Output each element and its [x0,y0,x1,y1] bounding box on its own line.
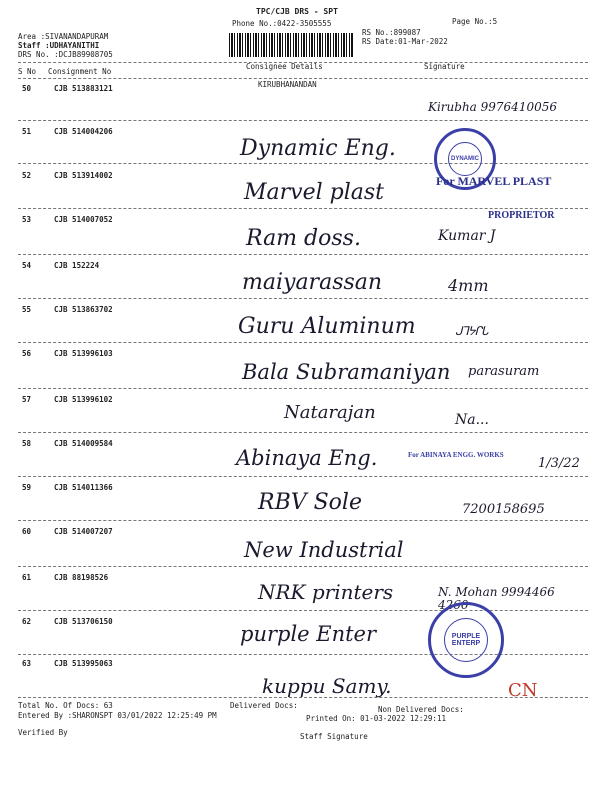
row-sno: 59 [22,483,32,492]
row-consignment: CJB 513914002 [54,171,113,180]
col-sno: S No [18,67,37,76]
divider [18,254,588,255]
row-consignment: CJB 513996103 [54,349,113,358]
area-label: Area :SIVANANDAPURAM [18,32,109,41]
row-signature: 4mm [448,276,489,295]
row-handwritten-name: Abinaya Eng. [236,446,378,470]
non-delivered-docs: Non Delivered Docs: [378,705,464,714]
row-signature: Na... [455,412,489,428]
row-sno: 58 [22,439,32,448]
row-handwritten-name: Dynamic Eng. [240,136,396,161]
row-signature: 7200158695 [462,502,545,517]
rs-number: RS No.:899087 [362,28,421,37]
delivered-docs: Delivered Docs: [230,701,298,710]
row-sno: 63 [22,659,32,668]
row-handwritten-name: RBV Sole [258,490,362,515]
row-sno: 62 [22,617,32,626]
row-sno: 60 [22,527,32,536]
row-consignment: CJB 513996102 [54,395,113,404]
row-handwritten-name: Natarajan [284,402,376,423]
row-consignment: CJB 513863702 [54,305,113,314]
divider [18,298,588,299]
row-handwritten-name: Ram doss. [246,226,361,251]
divider [18,610,588,611]
staff-label: Staff :UDHAYANITHI [18,41,100,50]
row-handwritten-name: Marvel plast [244,180,385,205]
abinaya-stamp-text: For ABINAYA ENGG. WORKS [408,451,504,459]
rs-date: RS Date:01-Mar-2022 [362,37,448,46]
dynamic-stamp-text: DYNAMIC [451,156,479,162]
purple-stamp-text: PURPLE ENTERP [451,633,481,647]
row-signature-scribble: ᒍᒣᔭᒋᒐ [455,324,488,338]
row-handwritten-name: purple Enter [240,622,377,646]
entered-by: Entered By :SHARONSPT 03/01/2022 12:25:49 PM [18,711,217,720]
verified-by: Verified By [18,728,68,737]
staff-signature: Staff Signature [300,732,368,741]
purple-stamp [428,602,504,678]
row-sno: 54 [22,261,32,270]
stamp-inner-ring [448,142,482,176]
page-number: Page No.:5 [452,17,498,26]
divider [18,697,588,698]
divider [18,566,588,567]
row-signature: N. Mohan 9994466 4260 [438,585,555,613]
row-consignment: CJB 513883121 [54,84,113,93]
row-handwritten-name: NRK printers [258,580,394,604]
row-signature: 1/3/22 [538,456,580,471]
phone-number: Phone No.:0422-3505555 [232,19,332,28]
row-consignment: CJB 514004206 [54,127,113,136]
divider [18,432,588,433]
row-consignment: CJB 513995063 [54,659,113,668]
row-signature: CN [508,680,538,701]
col-signature: Signature [424,62,465,71]
divider [18,120,588,121]
divider [18,208,588,209]
row-consignment: CJB 514011366 [54,483,113,492]
row-printed-name: KIRUBHANANDAN [258,80,317,89]
row-signature: Kumar J [438,228,496,244]
divider [18,342,588,343]
row-consignment: CJB 513706150 [54,617,113,626]
proprietor-stamp-text: PROPRIETOR [488,210,555,221]
row-consignment: CJB 514009584 [54,439,113,448]
row-consignment: CJB 152224 [54,261,100,270]
row-sno: 52 [22,171,32,180]
stamp-inner-ring [444,618,488,662]
row-sno: 53 [22,215,32,224]
row-handwritten-name: kuppu Samy. [262,674,392,698]
row-sno: 61 [22,573,32,582]
barcode-image [229,33,353,57]
divider [18,654,588,655]
row-signature: parasuram [468,364,540,379]
col-consignee: Consignee Details [246,62,323,71]
row-sno: 50 [22,84,32,93]
divider [18,476,588,477]
divider [18,78,588,79]
row-sno: 57 [22,395,32,404]
printed-on: Printed On: 01-03-2022 12:29:11 [306,714,446,723]
row-handwritten-name: Bala Subramaniyan [242,360,451,384]
drs-number: DRS No. :DCJB89908705 [18,50,113,59]
row-sno: 51 [22,127,32,136]
marvel-stamp-text: For MARVEL PLAST [436,174,552,188]
col-consignment: Consignment No [48,67,112,76]
doc-title: TPC/CJB DRS - SPT [256,7,338,16]
divider [18,520,588,521]
row-signature: Kirubha 9976410056 [428,100,557,114]
row-consignment: CJB 514007207 [54,527,113,536]
divider [18,388,588,389]
row-consignment: CJB 88198526 [54,573,109,582]
row-consignment: CJB 514007052 [54,215,113,224]
row-handwritten-name: maiyarassan [242,270,383,295]
divider [18,163,588,164]
row-handwritten-name: New Industrial [244,538,404,562]
row-sno: 55 [22,305,32,314]
row-handwritten-name: Guru Aluminum [238,314,416,339]
row-sno: 56 [22,349,32,358]
total-docs: Total No. Of Docs: 63 [18,701,113,710]
